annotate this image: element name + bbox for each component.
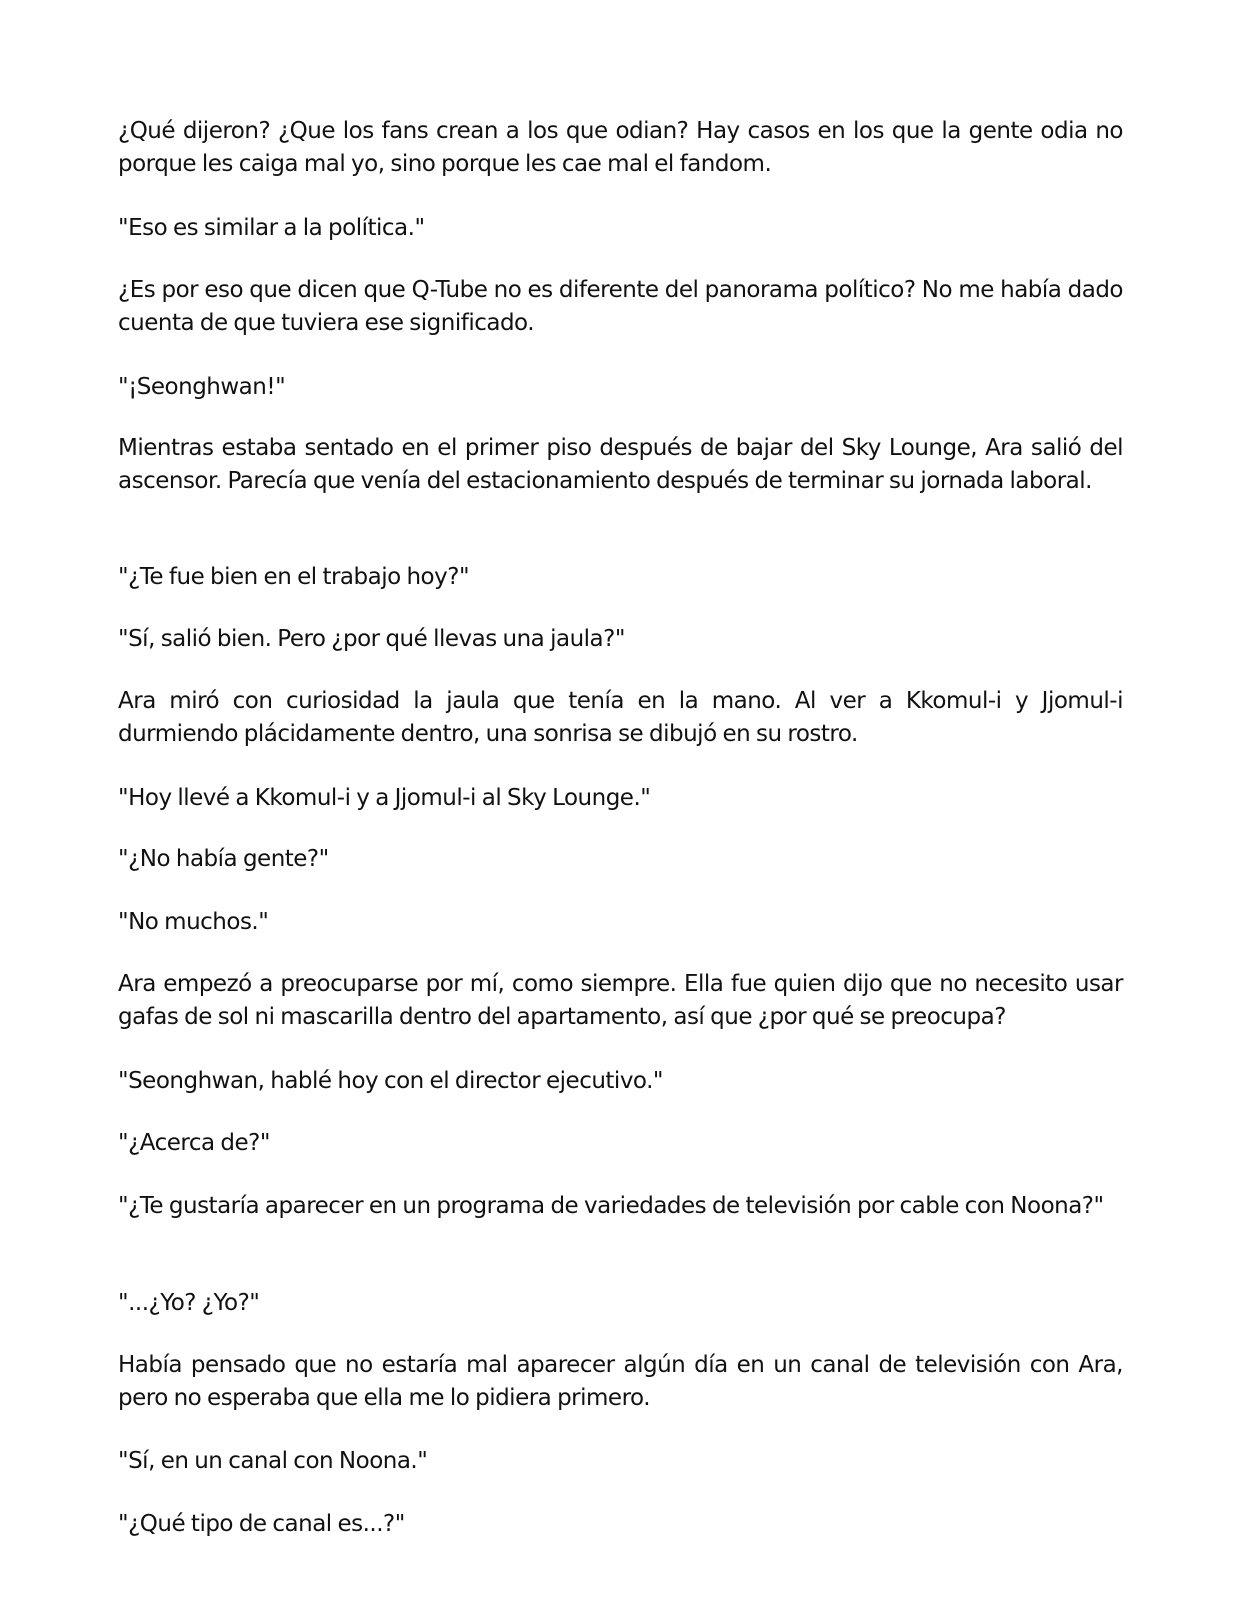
paragraph: "Hoy llevé a Kkomul-i y a Jjomul-i al Sky Lounge."	[118, 785, 651, 811]
paragraph: Había pensado que no estaría mal aparecer algún día en un canal de televisión con Ara, pero no esperaba que ella me lo pidiera primero.	[118, 1352, 1123, 1411]
paragraph: "...¿Yo? ¿Yo?"	[118, 1290, 260, 1316]
paragraph: "¿No había gente?"	[118, 846, 329, 872]
paragraph: "¡Seonghwan!"	[118, 374, 286, 400]
paragraph: Ara empezó a preocuparse por mí, como siempre. Ella fue quien dijo que no necesito usar gafas de sol ni mascarilla dentro del apartamento, así que ¿por qué se preocupa?	[118, 971, 1123, 1030]
paragraph: Mientras estaba sentado en el primer piso después de bajar del Sky Lounge, Ara salió del ascensor. Parecía que venía del estacionamiento después de terminar su jornada laboral.	[118, 435, 1123, 494]
paragraph: "Sí, en un canal con Noona."	[118, 1448, 428, 1474]
paragraph: "¿Qué tipo de canal es...?"	[118, 1511, 405, 1537]
paragraph: "¿Te gustaría aparecer en un programa de variedades de televisión por cable con Noona?"	[118, 1193, 1104, 1219]
paragraph: "No muchos."	[118, 909, 269, 935]
paragraph: ¿Qué dijeron? ¿Que los fans crean a los que odian? Hay casos en los que la gente odia no porque les caiga mal yo, sino porque les cae mal el fandom.	[118, 118, 1123, 177]
paragraph: "Sí, salió bien. Pero ¿por qué llevas una jaula?"	[118, 626, 625, 652]
paragraph: "¿Te fue bien en el trabajo hoy?"	[118, 564, 470, 590]
paragraph: Ara miró con curiosidad la jaula que tenía en la mano. Al ver a Kkomul-i y Jjomul-i durmiendo plácidamente dentro, una sonrisa se dibujó en su rostro.	[118, 688, 1123, 747]
paragraph: "¿Acerca de?"	[118, 1130, 270, 1156]
paragraph: "Eso es similar a la política."	[118, 215, 425, 241]
paragraph: "Seonghwan, hablé hoy con el director ejecutivo."	[118, 1068, 663, 1094]
paragraph: ¿Es por eso que dicen que Q-Tube no es diferente del panorama político? No me había dado cuenta de que tuviera ese significado.	[118, 277, 1123, 336]
